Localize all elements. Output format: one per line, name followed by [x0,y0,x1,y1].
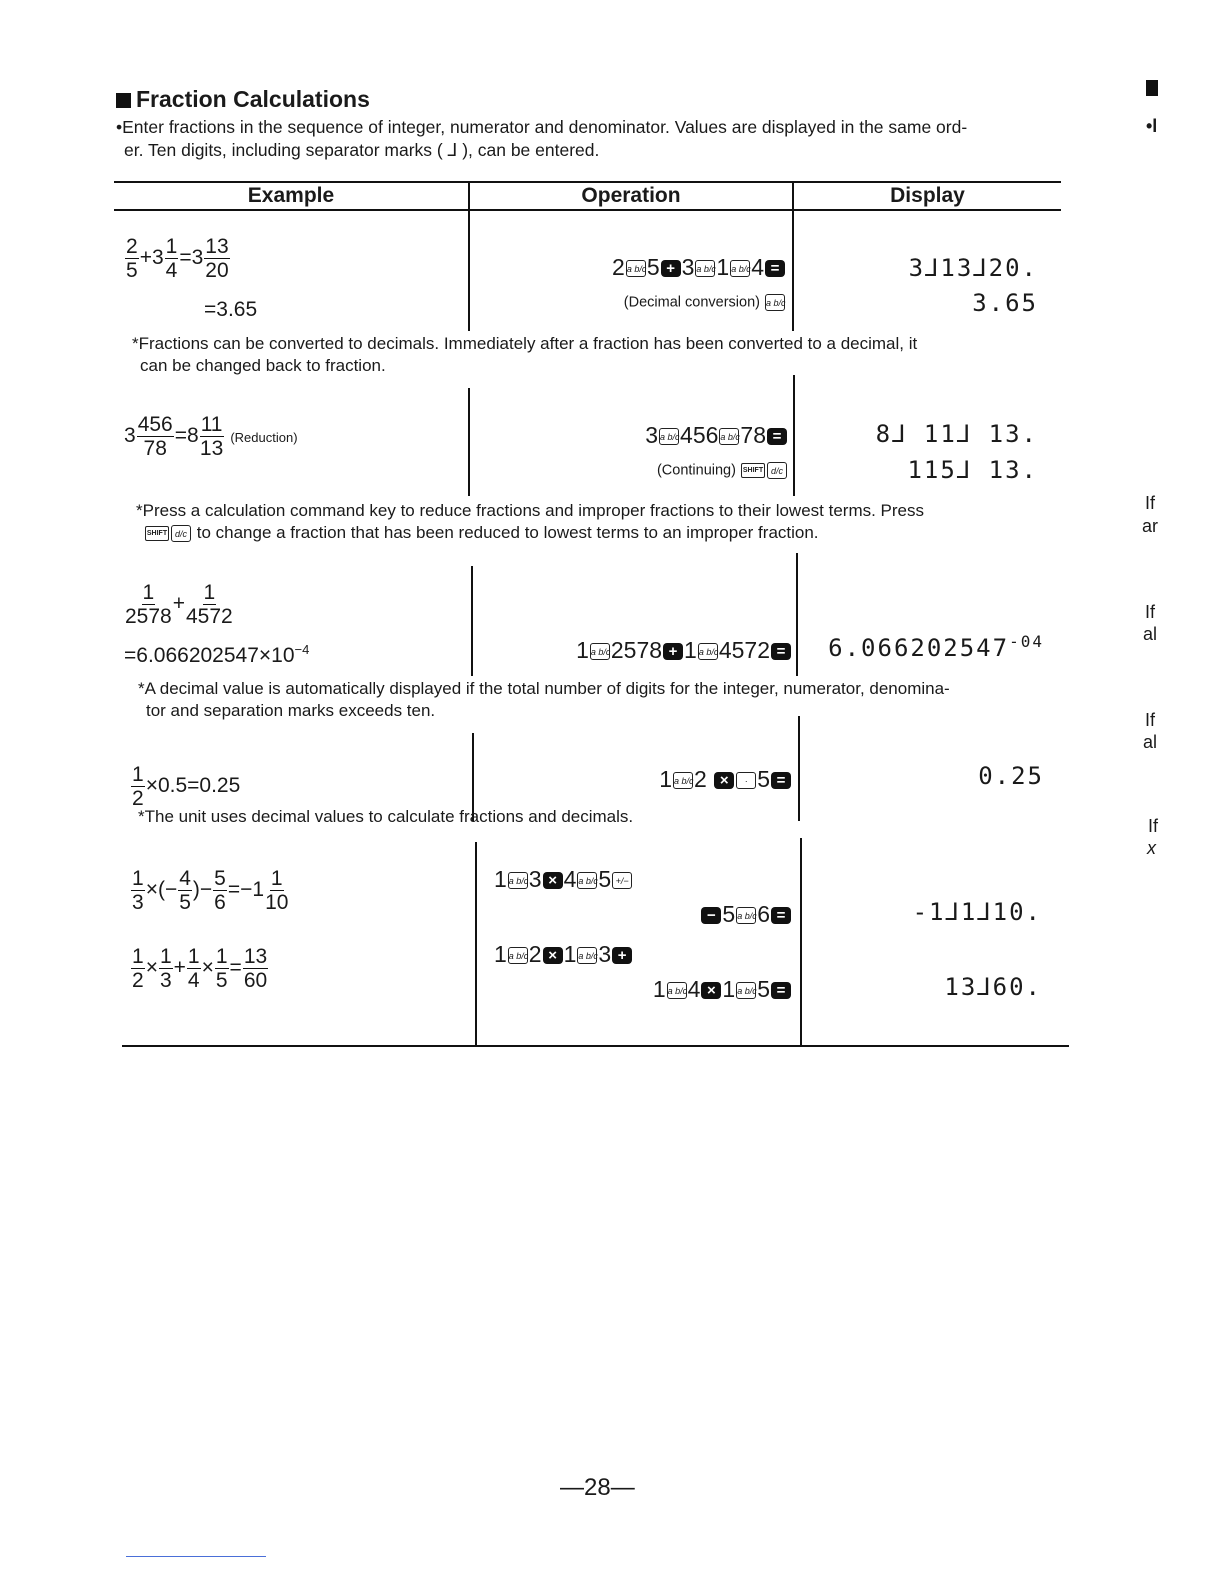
display-4: 0.25 [978,762,1044,790]
operation-6a: 1 a b/c2 × 1 a b/c3 + [494,941,633,968]
example-3-exponent: −4 [294,642,310,657]
ab-c-key-icon: a b/c [765,294,785,311]
table-header-rule [114,209,1061,211]
equals-key-icon: = [771,772,791,789]
operation-5b: − 5 a b/c6 = [700,901,792,928]
edge-square-icon [1146,80,1158,96]
ab-c-key-icon: a b/c [577,872,597,889]
ab-c-key-icon: a b/c [590,643,610,660]
equals-key-icon: = [771,643,791,660]
plus-key-icon: + [663,643,683,660]
note-2 [136,500,1036,544]
display-5: -1⅃1⅃10. [912,898,1042,926]
example-5: $\frac{1}{3}$ ×(− $\frac{4}{5}$ )− $\frac{5}{6}$ =−1 $\frac{1}{10}$ [132,867,289,914]
example-1: $\frac{2}{5}$ +3 $\frac{1}{4}$ =3 $\frac{13}{20}$ [126,235,229,282]
ab-c-key-icon: a b/c [730,260,750,277]
example-2: 3 $\frac{456}{78}$ =8 $\frac{11}{13}$ (Reduction) [124,413,298,460]
ab-c-key-icon: a b/c [659,428,679,445]
decimal-conversion-label: (Decimal conversion) [623,294,760,311]
note-1 [132,333,1032,377]
ab-c-key-icon: a b/c [508,872,528,889]
edge-bullet: •l [1146,116,1158,136]
note-2-line-2: to change a fraction that has been reduced to lowest terms to an improper fraction. [196,523,819,542]
ab-c-key-icon: a b/c [626,260,646,277]
intro-text [116,116,1066,162]
example-3: $\frac{1}{2578}$ + $\frac{1}{4572}$ [125,581,233,628]
header-example: Example [247,184,335,207]
operation-1: 2 a b/c5 + 3 a b/c1 a b/c4 = [612,254,786,281]
reduction-label: (Reduction) [230,430,298,446]
column-divider [793,375,795,496]
equals-key-icon: = [767,428,787,445]
bullet-square-icon [116,93,131,108]
table-bottom-rule [122,1045,1069,1047]
plus-minus-key-icon: +/− [612,872,632,889]
note-2-line-1: *Press a calculation command key to reduce fractions and improper fractions to their lowest terms. Press [136,501,925,520]
plus-key-icon: + [612,947,632,964]
ab-c-key-icon: a b/c [719,428,739,445]
operation-6b: 1 a b/c4 × 1 a b/c5 = [653,976,792,1003]
display-3-exponent: -04 [1009,632,1044,651]
edge-text: If [1148,816,1159,836]
plus-key-icon: + [661,260,681,277]
times-key-icon: × [714,772,734,789]
example-3-result [124,642,309,668]
column-divider [475,842,477,1047]
note-3 [138,678,1038,722]
ab-c-key-icon: a b/c [698,643,718,660]
operation-3: 1 a b/c2578 + 1 a b/c4572 = [576,637,792,664]
intro-line-2: er. Ten digits, including separator marks ( ⅃ ), can be entered. [124,140,600,160]
shift-key-icon: SHIFT [741,463,765,478]
times-key-icon: × [701,982,721,999]
ab-c-key-icon: a b/c [667,982,687,999]
ab-c-key-icon: a b/c [736,982,756,999]
example-3-mantissa: =6.066202547×10 [124,644,295,667]
column-divider [800,838,802,1047]
display-3-mantissa: 6.066202547 [828,634,1010,662]
note-4: *The unit uses decimal values to calculate fractions and decimals. [138,807,634,826]
edge-text: al [1143,732,1158,752]
ab-c-key-icon: a b/c [673,772,693,789]
equals-key-icon: = [771,907,791,924]
header-display: Display [890,184,965,207]
d-c-key-icon: d/c [171,525,191,542]
operation-2-note [657,462,788,479]
column-divider [468,181,470,331]
display-1a: 3⅃13⅃20. [908,254,1038,282]
header-operation: Operation [581,184,681,207]
example-1-result: =3.65 [204,298,258,321]
operation-1-note [624,294,786,311]
d-c-key-icon: d/c [767,462,787,479]
edge-text: ar [1142,516,1159,536]
operation-2: 3 a b/c456 a b/c78 = [645,422,788,449]
example-4-rest: ×0.5=0.25 [145,774,241,798]
intro-line-1: •Enter fractions in the sequence of integer, numerator and denominator. Values are displayed in the same ord- [116,117,968,137]
display-1b: 3.65 [972,289,1038,317]
times-key-icon: × [543,947,563,964]
display-3 [828,632,1044,662]
shift-key-icon: SHIFT [145,526,169,541]
display-2b: 115⅃ 13. [907,456,1038,484]
minus-key-icon: − [701,907,721,924]
ab-c-key-icon: a b/c [736,907,756,924]
page-number: —28— [560,1474,635,1501]
section-title-text: Fraction Calculations [136,86,370,112]
edge-text: If [1145,710,1156,730]
column-divider [796,553,798,676]
column-divider [468,388,470,496]
operation-5a: 1 a b/c3 × 4 a b/c5 +/− [494,866,633,893]
column-divider [471,566,473,676]
display-6: 13⅃60. [944,973,1042,1001]
decimal-point-key-icon: · [736,772,756,789]
edge-text: If [1145,602,1156,622]
times-key-icon: × [543,872,563,889]
note-1-line-1: *Fractions can be converted to decimals. Immediately after a fraction has been converted to a decimal, it [132,334,918,353]
operation-4: 1 a b/c2 × · 5 = [659,766,792,793]
example-4: $\frac{1}{2}$ ×0.5=0.25 [132,763,241,810]
note-1-line-2: can be changed back to fraction. [140,356,386,375]
display-2a: 8⅃ 11⅃ 13. [875,420,1038,448]
edge-text: x [1147,838,1156,858]
ab-c-key-icon: a b/c [695,260,715,277]
footer-rule [126,1556,266,1557]
edge-text: If [1145,493,1156,513]
continuing-label: (Continuing) [656,462,736,479]
equals-key-icon: = [765,260,785,277]
example-6: $\frac{1}{2}$ × $\frac{1}{3}$ + $\frac{1}{4}$ × $\frac{1}{5}$ = $\frac{13}{60}$ [132,945,268,992]
ab-c-key-icon: a b/c [577,947,597,964]
ab-c-key-icon: a b/c [508,947,528,964]
section-title [116,86,370,113]
edge-text: al [1143,624,1158,644]
note-3-line-1: *A decimal value is automatically displayed if the total number of digits for the integer, numerator, denomina- [138,679,950,698]
equals-key-icon: = [771,982,791,999]
column-divider [792,181,794,331]
table-top-rule [114,181,1061,183]
note-3-line-2: tor and separation marks exceeds ten. [146,701,436,720]
